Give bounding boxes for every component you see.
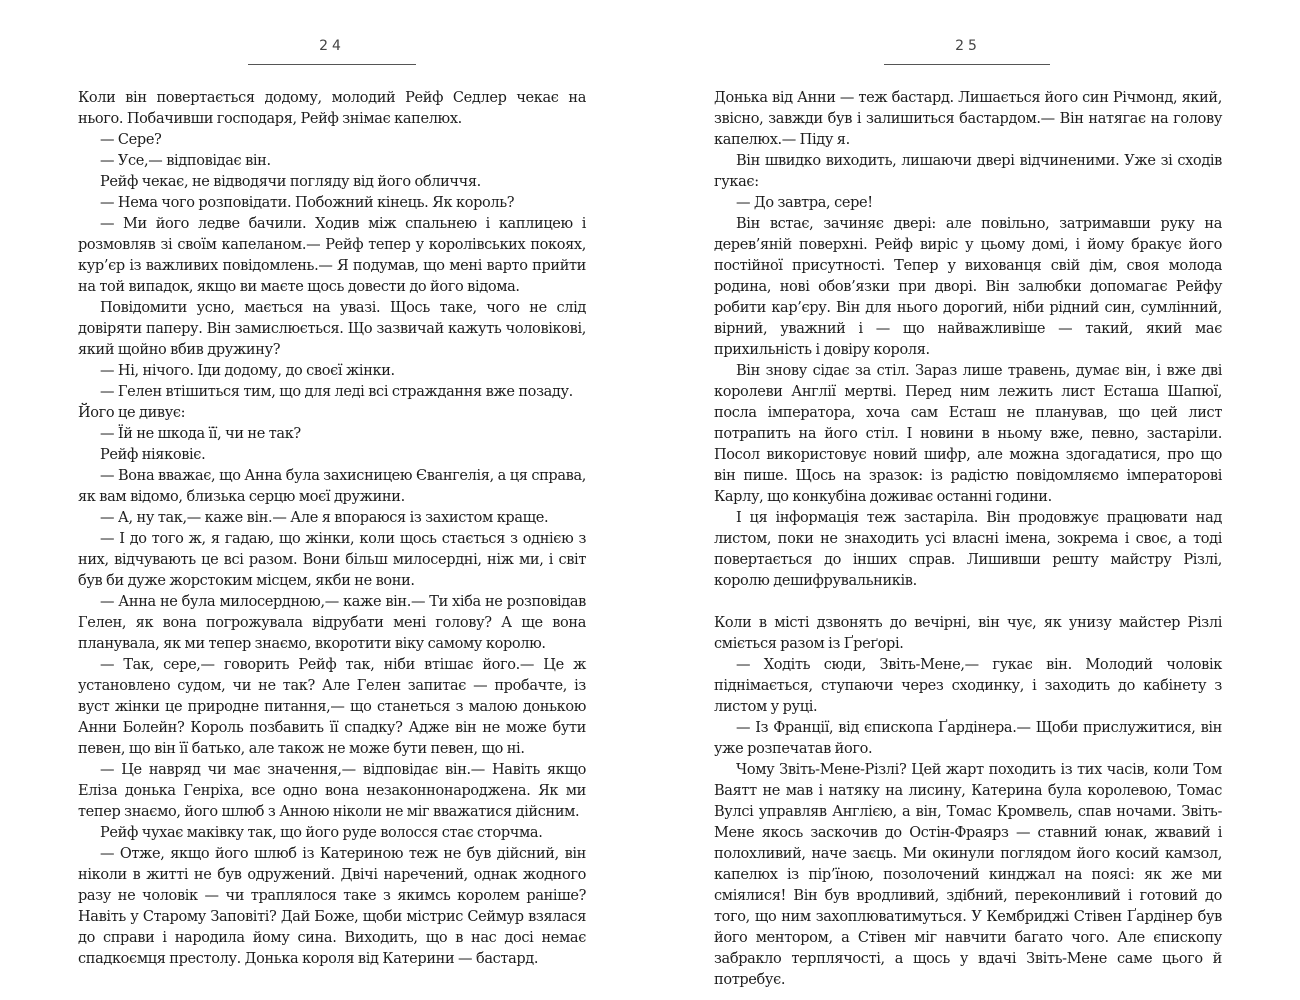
body-text — [714, 88, 1222, 991]
paragraph: — До завтра, сере! — [736, 195, 873, 211]
paragraph: Рейф чекає, не відводячи погляду від його обличчя. — [100, 174, 481, 190]
paragraph: — Так, сере,— говорить Рейф так, ніби втішає його.— Це ж установлено судом, чи не так? Але Гелен запитає — пробачте, із вуст жінки це природне питання,— що станеться з малою донькою Анни Болейн? Король позбавить її спадку? Адже він не може бути певен, що він її батько, але також не може бути певен, що ні. — [78, 657, 586, 757]
body-text — [78, 88, 586, 970]
page-number: 25 — [955, 38, 981, 54]
paragraph: Рейф чухає маківку так, що його руде волосся стає сторчма. — [100, 825, 543, 841]
paragraph: — Сере? — [100, 132, 162, 148]
paragraph: Його це дивує: — [78, 405, 186, 421]
paragraph: — Нема чого розповідати. Побожний кінець. Як король? — [100, 195, 515, 211]
paragraph: І ця інформація теж застаріла. Він продовжує працювати над листом, поки не знаходить усі власні імена, зокрема і своє, а тоді повертається до інших справ. Лишивши решту майстру Різлі, королю дешифрувальників. — [714, 510, 1222, 589]
paragraph: — Гелен втішиться тим, що для леді всі страждання вже позаду. — [100, 384, 573, 400]
paragraph: — Ми його ледве бачили. Ходив між спальнею і каплицею і розмовляв зі своїм капеланом.— Рейф тепер у королівських покоях, кур’єр із важливих повідомлень.— Я подумав, що мені варто прийти на той випадок, якщо ви маєте щось довести до його відома. — [78, 216, 586, 295]
paragraph: — Це навряд чи має значення,— відповідає він.— Навіть якщо Еліза донька Генріха, все одно вона незаконнонароджена. Як ми тепер знаємо, його шлюб з Анною ніколи не міг вважатися дійсним. — [78, 762, 586, 820]
paragraph: — Отже, якщо його шлюб із Катериною теж не був дійсний, він ніколи в житті не був одружений. Двічі наречений, однак жодного разу не чоловік — чи траплялося таке з якимсь королем раніше? Навіть у Старому Заповіті? Дай Боже, щоби містрис Сеймур взялася до справи і народила йому сина. Виходить, що в нас досі немає спадкоємця престолу. Донька короля від Катерини — бастард. — [78, 846, 586, 967]
paragraph: Він швидко виходить, лишаючи двері відчиненими. Уже зі сходів гукає: — [714, 153, 1222, 190]
paragraph: Рейф ніяковіє. — [100, 447, 206, 463]
page-number: 24 — [319, 38, 345, 54]
paragraph: Він встає, зачиняє двері: але повільно, затримавши руку на дерев’яній поверхні. Рейф виріс у цьому домі, і йому бракує його постійної присутності. Тепер у вихованця свій дім, своя молода родина, нові обов’язки при дворі. Він залюбки допомагає Рейфу робити кар’єру. Він для нього дорогий, ніби рідний син, сумлінний, вірний, уважний і — що найважливіше — такий, який має прихильність і довіру короля. — [714, 216, 1222, 358]
header-rule — [248, 64, 416, 65]
paragraph: — Вона вважає, що Анна була захисницею Євангелія, а ця справа, як вам відомо, близька серцю моєї дружини. — [78, 468, 586, 505]
paragraph: — А, ну так,— каже він.— Але я впораюся із захистом краще. — [100, 510, 549, 526]
paragraph: — Ні, нічого. Іди додому, до своєї жінки. — [100, 363, 395, 379]
paragraph: Він знову сідає за стіл. Зараз лише травень, думає він, і вже дві королеви Англії мертві. Перед ним лежить лист Еcташа Шапюї, посла імператора, хоча сам Есташ не планував, що цей лист потрапить на його стіл. І новини в ньому вже, певно, застаріли. Посол використовує новий шифр, але можна здогадатися, про що він пише. Щось на зразок: із радістю повідомляємо імператорові Карлу, що конкубіна доживає останні години. — [714, 363, 1222, 505]
paragraph: — Ходіть сюди, Звіть-Мене,— гукає він. Молодий чоловік піднімається, ступаючи через сходинку, і заходить до кабінету з листом у руці. — [714, 657, 1222, 715]
paragraph: Повідомити усно, мається на увазі. Щось таке, чого не слід довіряти паперу. Він замислюється. Що зазвичай кажуть чоловікові, який щойно вбив дружину? — [78, 300, 586, 358]
paragraph: Коли він повертається додому, молодий Рейф Седлер чекає на нього. Побачивши господаря, Рейф знімає капелюх. — [78, 90, 586, 127]
paragraph: Донька від Анни — теж бастард. Лишається його син Річмонд, який, звісно, завжди був і залишиться бастардом.— Він натягає на голову капелюх.— Піду я. — [714, 90, 1222, 148]
paragraph: — Усе,— відповідає він. — [100, 153, 271, 169]
paragraph: — Їй не шкода її, чи не так? — [100, 426, 301, 442]
paragraph: Коли в місті дзвонять до вечірні, він чує, як унизу майстер Різлі сміється разом із Ґреґорі. — [714, 615, 1222, 652]
paragraph: — І до того ж, я гадаю, що жінки, коли щось стається з однією з них, відчувають це всі разом. Вони більш милосердні, ніж ми, і світ був би дуже жорстоким місцем, якби не вони. — [78, 531, 586, 589]
header-rule — [884, 64, 1050, 65]
paragraph: — Анна не була милосердною,— каже він.— Ти хіба не розповідав Гелен, як вона погрожувала відрубати мені голову? А ще вона планувала, як ми тепер знаємо, вкоротити віку самому королю. — [78, 594, 586, 652]
paragraph: Чому Звіть-Мене-Різлі? Цей жарт походить із тих часів, коли Том Ваятт не мав і натяку на лисину, Катерина була королевою, Томас Вулсі управляв Англією, а він, Томас Кромвель, спав ночами. Звіть-Мене якось заскочив до Остін-Фраярз — ставний юнак, жвавий і полохливий, наче заєць. Ми окинули поглядом його косий камзол, капелюх із пір’їною, позолочений кинджал на поясі: як же ми сміялися! Він був вродливий, здібний, переконливий і готовий до того, що ним захоплюватимуться. У Кембриджі Стівен Ґардінер був його ментором, а Стівен міг навчити багато чого. Але єпископу забракло терплячості, а щось у вдачі Звіть-Мене саме цього й потребує. — [714, 762, 1222, 988]
paragraph: — Із Франції, від єпископа Ґардінера.— Щоби прислужитися, він уже розпечатав його. — [714, 720, 1222, 757]
